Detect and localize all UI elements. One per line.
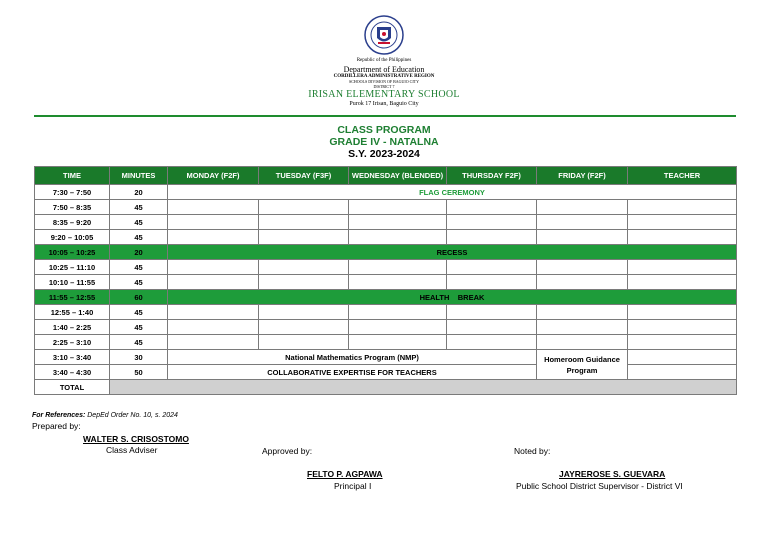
time-cell: 7:30 – 7:50 [35,185,110,200]
table-row [35,215,737,230]
time-cell: 7:50 – 8:35 [35,200,110,215]
collaborative-expertise-cell: COLLABORATIVE EXPERTISE FOR TEACHERS [168,365,537,380]
time-cell: 12:55 – 1:40 [35,305,110,320]
col-header-monday: MONDAY (F2F) [168,167,259,185]
minutes-cell: 45 [110,215,168,230]
total-label: TOTAL [35,380,110,395]
supervisor-title: Public School District Supervisor - District VI [516,481,683,491]
schedule-cell [259,305,349,320]
table-row [35,365,737,380]
schedule-cell [447,305,537,320]
table-row [35,290,737,305]
schedule-cell [168,260,259,275]
col-header-friday: FRIDAY (F2F) [537,167,628,185]
table-row [35,200,737,215]
republic-text: Republic of the Philippines [356,58,412,63]
schedule-cell [349,305,447,320]
approved-by-label: Approved by: [262,446,313,456]
minutes-cell: 45 [110,260,168,275]
department-text: Department of Education [343,65,425,74]
header-divider [34,115,736,117]
schedule-cell [349,230,447,245]
schedule-cell [537,335,628,350]
teacher-cell [628,350,737,365]
teacher-cell [628,335,737,350]
table-row [35,320,737,335]
deped-seal-icon [364,15,404,55]
minutes-cell: 45 [110,200,168,215]
recess-cell: RECESS [168,245,737,260]
table-row [35,275,737,290]
minutes-cell: 60 [110,290,168,305]
schedule-cell [259,260,349,275]
col-header-thursday: THURSDAY F2F) [447,167,537,185]
time-cell: 3:10 – 3:40 [35,350,110,365]
references-note [32,412,178,419]
adviser-name: WALTER S. CRISOSTOMO [83,434,189,444]
class-program-table [34,166,737,395]
table-row [35,305,737,320]
table-row [35,230,737,245]
table-row [35,335,737,350]
schedule-cell [537,275,628,290]
minutes-cell: 45 [110,275,168,290]
schedule-cell [259,200,349,215]
health-break-cell: HEALTH BREAK [168,290,737,305]
teacher-cell [628,215,737,230]
teacher-cell [628,305,737,320]
schedule-cell [447,320,537,335]
references-label: For References: [32,412,86,419]
teacher-cell [628,365,737,380]
nmp-cell: National Mathematics Program (NMP) [168,350,537,365]
schedule-cell [349,320,447,335]
schedule-cell [447,230,537,245]
schedule-cell [537,305,628,320]
time-cell: 10:25 – 11:10 [35,260,110,275]
col-header-teacher: TEACHER [628,167,737,185]
time-cell: 11:55 – 12:55 [35,290,110,305]
schedule-cell [447,260,537,275]
time-cell: 10:10 – 11:55 [35,275,110,290]
district-text: DISTRICT 7 [373,84,395,89]
school-address: Purok 17 Irisan, Baguio City [349,101,419,107]
time-cell: 10:05 – 10:25 [35,245,110,260]
noted-by-label: Noted by: [514,446,551,456]
time-cell: 3:40 – 4:30 [35,365,110,380]
schedule-cell [537,200,628,215]
teacher-cell [628,260,737,275]
schedule-cell [537,320,628,335]
teacher-cell [628,230,737,245]
minutes-cell: 45 [110,320,168,335]
schedule-cell [537,215,628,230]
adviser-title: Class Adviser [106,445,158,455]
minutes-cell: 20 [110,185,168,200]
time-cell: 1:40 – 2:25 [35,320,110,335]
col-header-tuesday: TUESDAY (F3F) [259,167,349,185]
schedule-cell [349,335,447,350]
schedule-cell [349,275,447,290]
minutes-cell: 45 [110,230,168,245]
schedule-cell [168,230,259,245]
schedule-cell [168,215,259,230]
schedule-cell [259,335,349,350]
col-header-time: TIME [35,167,110,185]
col-header-wednesday: WEDNESDAY (BLENDED) [349,167,447,185]
time-cell: 2:25 – 3:10 [35,335,110,350]
schedule-cell [349,260,447,275]
minutes-cell: 20 [110,245,168,260]
flag-ceremony-cell: FLAG CEREMONY [168,185,737,200]
table-row [35,245,737,260]
teacher-cell [628,275,737,290]
division-text: SCHOOLS DIVISION OF BAGUIO CITY [348,79,419,84]
teacher-cell [628,320,737,335]
schedule-cell [259,230,349,245]
schedule-cell [447,275,537,290]
minutes-cell: 30 [110,350,168,365]
table-row [35,185,737,200]
prepared-by-label: Prepared by: [32,421,81,431]
minutes-cell: 45 [110,335,168,350]
doc-title: CLASS PROGRAM [337,124,431,136]
school-year: S.Y. 2023-2024 [348,148,420,160]
minutes-cell: 50 [110,365,168,380]
minutes-cell: 45 [110,305,168,320]
schedule-cell [168,305,259,320]
time-cell: 9:20 – 10:05 [35,230,110,245]
time-cell: 8:35 – 9:20 [35,215,110,230]
schedule-cell [537,260,628,275]
school-name: IRISAN ELEMENTARY SCHOOL [308,89,460,100]
homeroom-guidance-cell: Homeroom Guidance Program [537,350,628,380]
schedule-cell [168,335,259,350]
table-header-row [35,167,737,185]
principal-title: Principal I [334,481,372,491]
schedule-cell [259,215,349,230]
schedule-cell [168,200,259,215]
table-row-total [35,380,737,395]
grade-section: GRADE IV - NATALNA [329,136,439,148]
supervisor-name: JAYREROSE S. GUEVARA [559,469,666,479]
references-text: DepEd Order No. 10, s. 2024 [85,412,178,419]
col-header-minutes: MINUTES [110,167,168,185]
principal-name: FELTO P. AGPAWA [307,469,383,479]
schedule-cell [168,275,259,290]
schedule-cell [349,200,447,215]
schedule-cell [447,335,537,350]
schedule-cell [259,275,349,290]
schedule-cell [168,320,259,335]
total-cell [110,380,737,395]
schedule-cell [447,215,537,230]
schedule-cell [537,230,628,245]
schedule-cell [259,320,349,335]
table-row [35,260,737,275]
schedule-cell [447,200,537,215]
teacher-cell [628,200,737,215]
schedule-cell [349,215,447,230]
region-text: CORDILLERA ADMINISTRATIVE REGION [333,74,435,79]
table-row [35,350,737,365]
